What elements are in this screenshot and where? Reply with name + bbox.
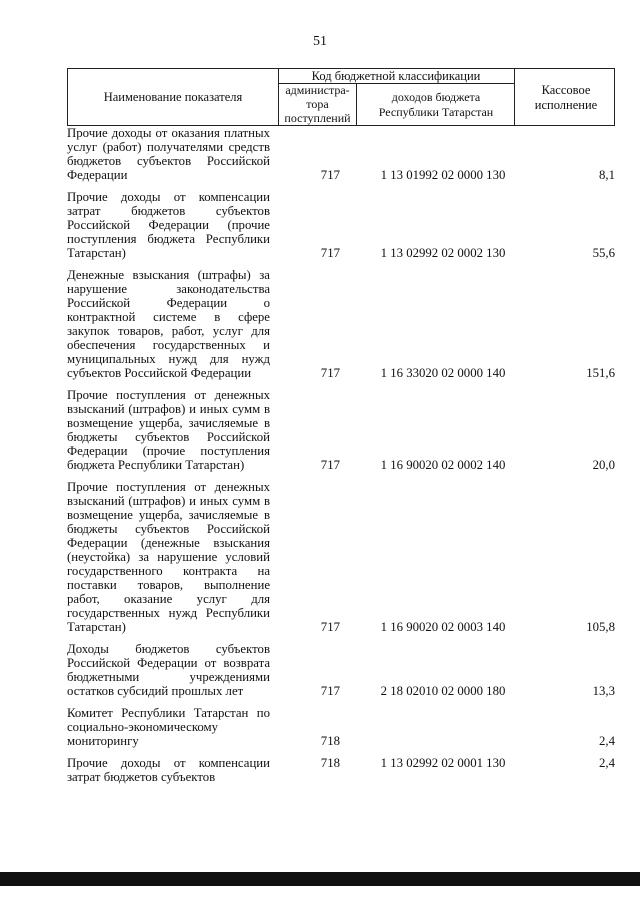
row-code: 1 16 33020 02 0000 140 [380,366,506,380]
row-amount: 151,6 [586,366,615,380]
header-name: Наименование показателя [103,90,243,104]
row-admin: 717 [320,246,340,260]
row-admin: 718 [320,734,340,748]
table-row [67,268,615,380]
row-amount: 2,4 [599,756,615,770]
row-admin: 717 [320,366,340,380]
row-name: Прочие доходы от компенсации затрат бюджетов субъектов [67,756,270,784]
row-admin: 717 [320,168,340,182]
row-code: 1 13 02992 02 0001 130 [380,756,506,770]
row-amount: 20,0 [592,458,615,472]
row-admin: 718 [320,756,340,770]
row-name: Прочие доходы от оказания платных услуг (работ) получателями средств бюджетов субъектов Российской Федерации [67,126,270,182]
header-income: доходов бюджета Республики Татарстан [378,90,494,119]
row-code: 1 16 90020 02 0002 140 [380,458,506,472]
scan-edge [0,872,640,886]
row-code: 2 18 02010 02 0000 180 [380,684,506,698]
row-code: 1 13 02992 02 0002 130 [380,246,506,260]
table-row [67,642,615,698]
header-group: Код бюджетной классификации [311,69,481,83]
page-number: 51 [313,34,327,49]
table-row [67,480,615,634]
row-code: 1 16 90020 02 0003 140 [380,620,506,634]
header-admin: администра-тора поступлений [284,83,351,125]
row-code: 1 13 01992 02 0000 130 [380,168,506,182]
table-row [67,756,615,784]
row-amount: 2,4 [599,734,615,748]
row-name: Прочие доходы от компенсации затрат бюджетов субъектов Российской Федерации (прочие поступления бюджета Республики Татарстан) [67,190,270,260]
table-row [67,190,615,260]
row-admin: 717 [320,684,340,698]
divider [356,83,357,125]
table-row [67,126,615,182]
header-cash: Кассовое исполнение [534,83,598,112]
table-row [67,388,615,472]
row-name: Комитет Республики Татарстан по социально-экономическому мониторингу [67,706,270,748]
row-amount: 105,8 [586,620,615,634]
row-admin: 717 [320,458,340,472]
table-body [67,126,615,792]
row-admin: 717 [320,620,340,634]
divider [514,69,515,125]
row-name: Прочие поступления от денежных взысканий (штрафов) и иных сумм в возмещение ущерба, зачисляемые в бюджеты субъектов Российской Федерации (денежные взыскания (неустойка) за нарушение условий государственного контракта на поставки товаров, выполнение работ, оказание услуг для государственных нужд Республики Татарстан) [67,480,270,634]
row-amount: 55,6 [592,246,615,260]
row-name: Прочие поступления от денежных взысканий (штрафов) и иных сумм в возмещение ущерба, зачисляемые в бюджеты субъектов Российской Федерации (прочие поступления бюджета Республики Татарстан) [67,388,270,472]
table-header [67,68,615,126]
row-amount: 13,3 [592,684,615,698]
row-name: Денежные взыскания (штрафы) за нарушение законодательства Российской Федерации о контрактной системе в сфере закупок товаров, работ, услуг для обеспечения государственных и муниципальных нужд для нужд субъектов Российской Федерации [67,268,270,380]
row-amount: 8,1 [599,168,615,182]
row-name: Доходы бюджетов субъектов Российской Федерации от возврата бюджетными учреждениями остатков субсидий прошлых лет [67,642,270,698]
table-row [67,706,615,748]
